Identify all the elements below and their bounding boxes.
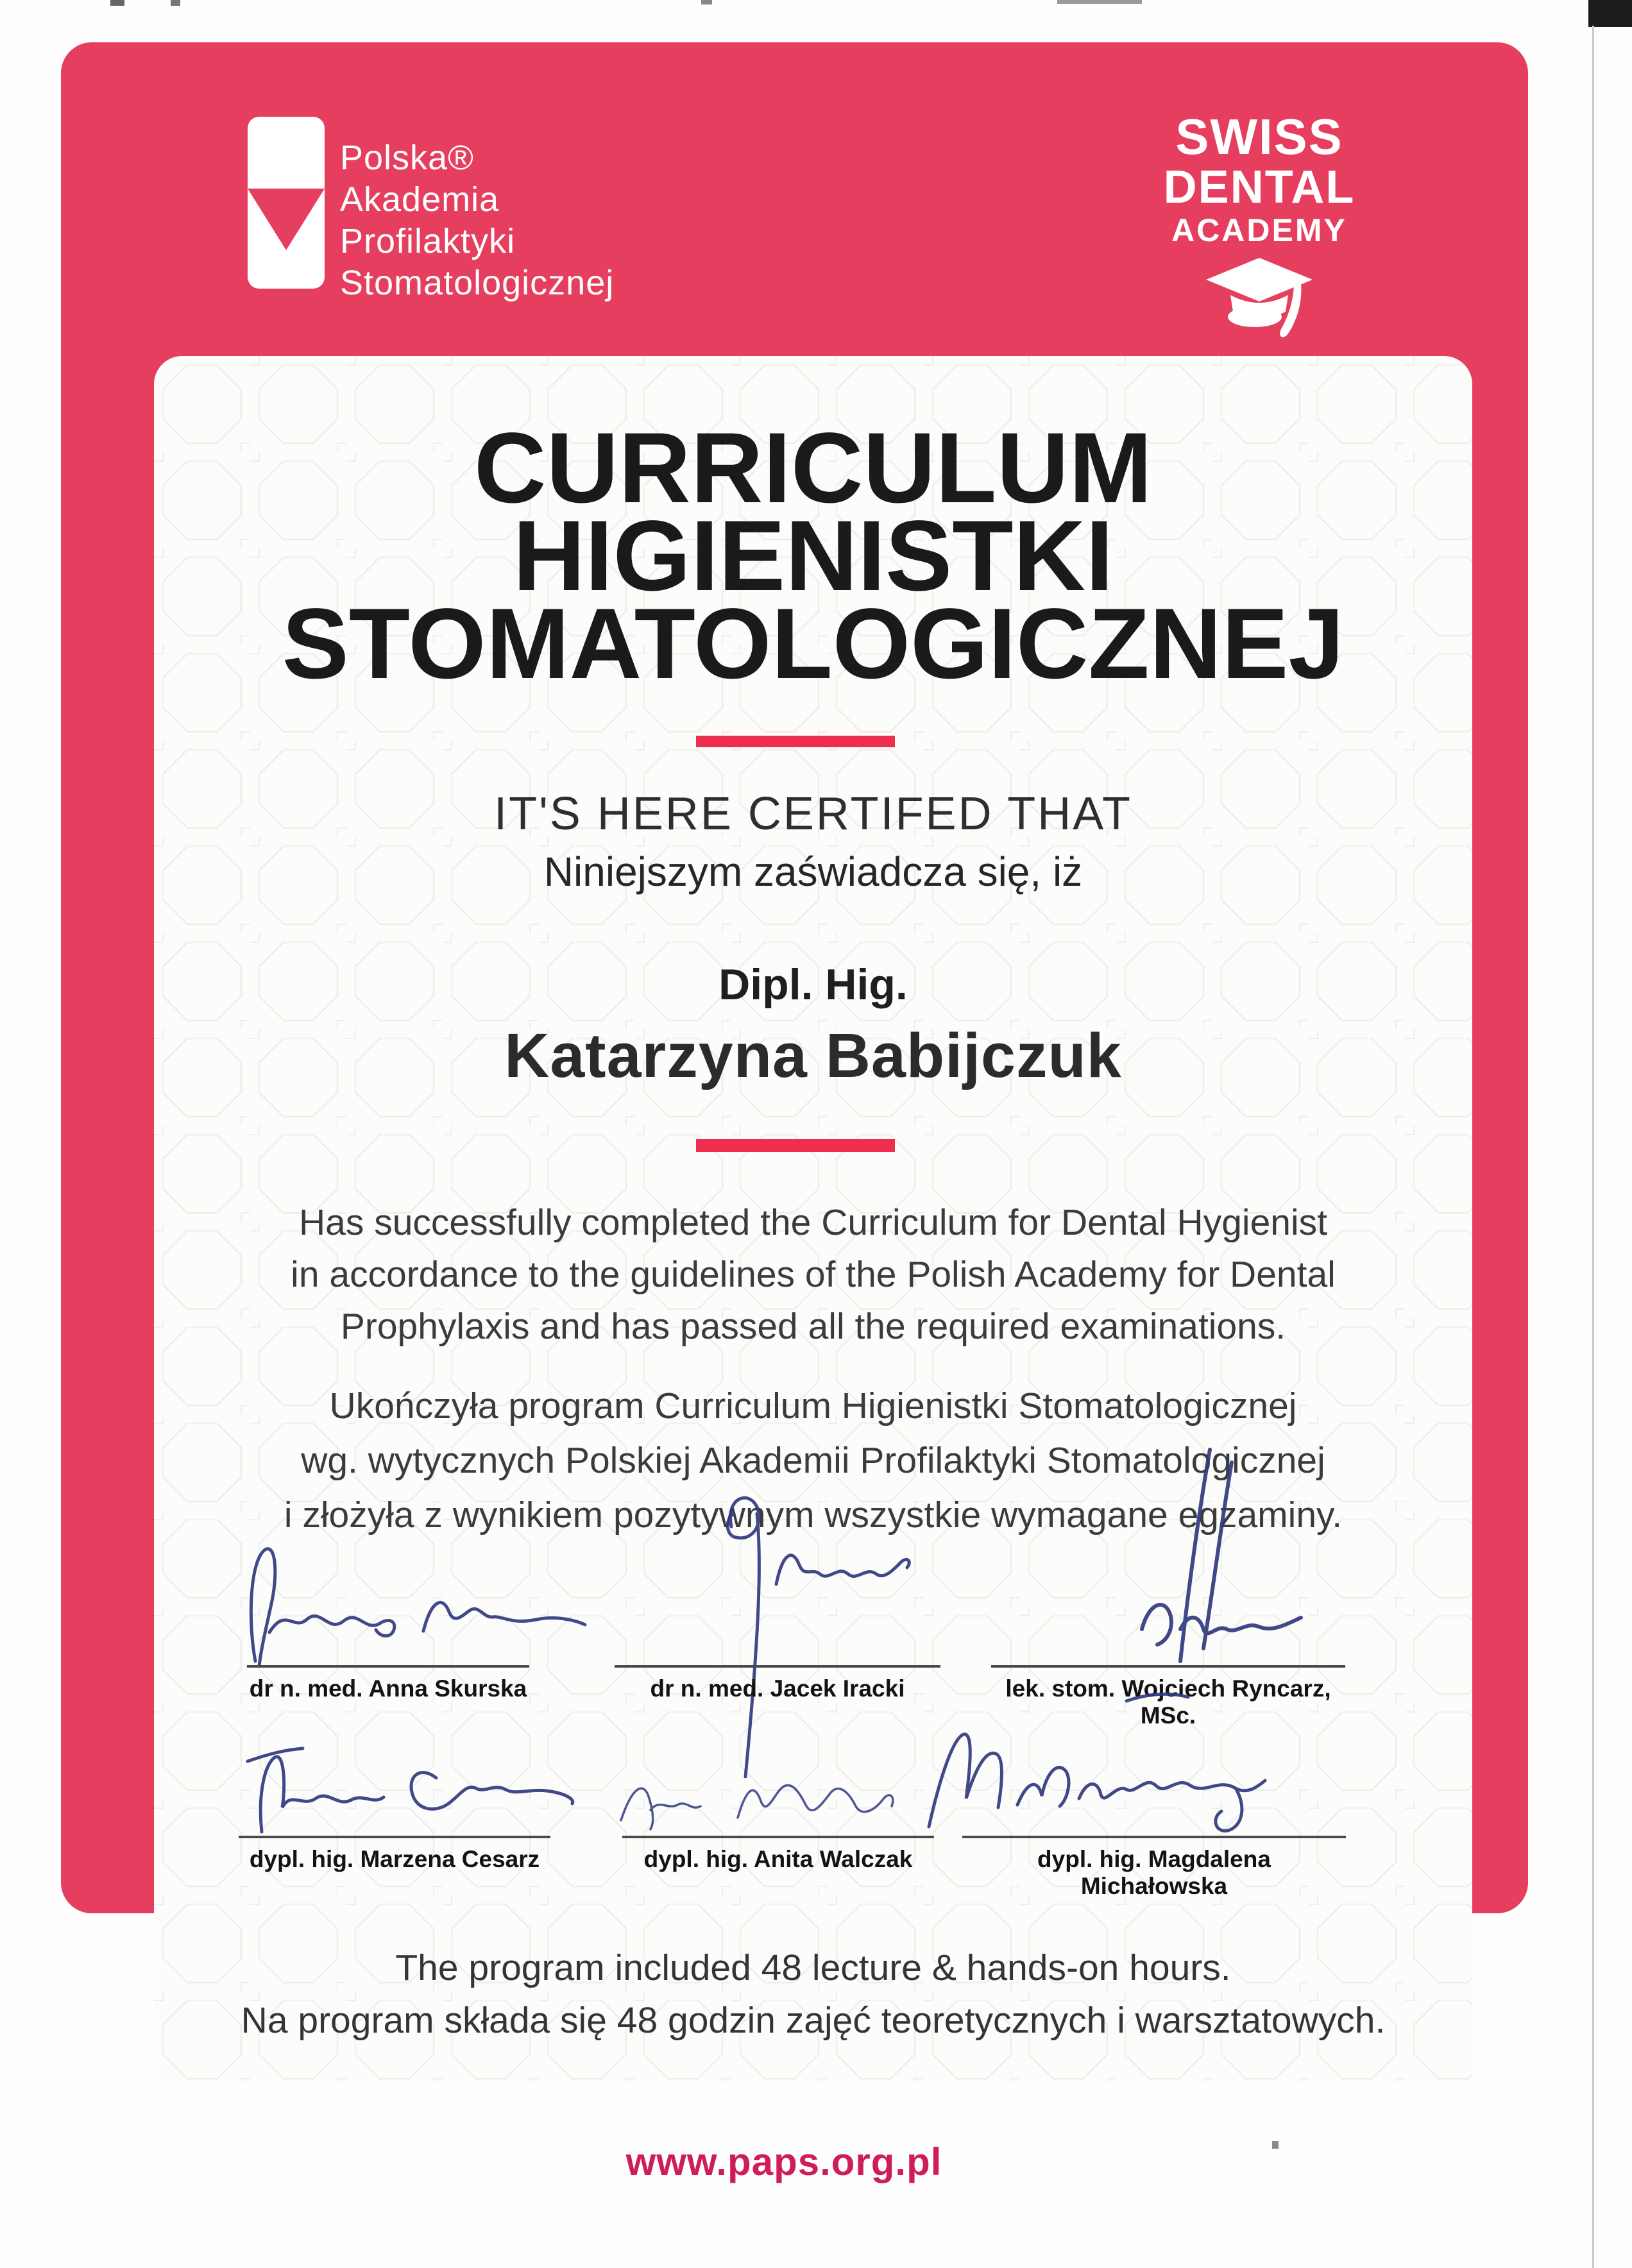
- sda-logo-academy: ACADEMY: [1171, 212, 1347, 248]
- scan-artifact-speck: [171, 0, 180, 6]
- signature-wojciech-ryncarz: [988, 1437, 1347, 1674]
- footer-program-pl: Na program składa się 48 godzin zajęć teoretycznych i warsztatowych.: [241, 2000, 1386, 2041]
- body-pl-line: i złożyła z wynikiem pozytywnym wszystkie wymagane egzaminy.: [284, 1494, 1343, 1536]
- scan-artifact-dash: [1057, 0, 1142, 4]
- signature-line: [247, 1665, 529, 1668]
- title-line-1: CURRICULUM: [473, 412, 1153, 524]
- title-line-2: HIGIENISTKI: [513, 500, 1114, 612]
- body-paragraph-en: [154, 1197, 1472, 1353]
- paper-edge-line: [1592, 26, 1594, 2268]
- scan-artifact-speck: [110, 0, 124, 6]
- body-en-line: in accordance to the guidelines of the Polish Academy for Dental: [291, 1254, 1336, 1295]
- paps-logo-mark: [248, 117, 325, 289]
- certified-line-pl: Niniejszym zaświadcza się, iż: [543, 849, 1083, 895]
- body-pl-line: Ukończyła program Curriculum Higienistki Stomatologicznej: [329, 1385, 1297, 1426]
- signature-caption: dypl. hig. Anita Walczak: [643, 1846, 913, 1872]
- body-en-line: Prophylaxis and has passed all the required examinations.: [340, 1306, 1286, 1347]
- recipient-name: Katarzyna Babijczuk: [504, 1020, 1122, 1090]
- signature-line: [962, 1836, 1346, 1838]
- signature-caption: lek. stom. Wojciech Ryncarz, MSc.: [1005, 1675, 1331, 1729]
- sda-logo-swiss: SWISS: [1175, 108, 1343, 165]
- signature-anita-walczak: [590, 1724, 949, 1840]
- paps-logo-line: Stomatologicznej: [340, 264, 615, 302]
- signature-caption: dr n. med. Jacek Iracki: [650, 1675, 905, 1702]
- title-line-3: STOMATOLOGICZNEJ: [282, 588, 1345, 700]
- v-checkmark-icon: [248, 117, 325, 289]
- divider-middle: [696, 1139, 895, 1152]
- sda-logo: [1118, 110, 1400, 341]
- recipient-title: Dipl. Hig.: [718, 960, 908, 1009]
- paps-logo-text: [340, 137, 614, 304]
- sda-logo-dental: DENTAL: [1163, 162, 1356, 213]
- signature-marzena-cesarz: [225, 1711, 584, 1840]
- footer-program-en: The program included 48 lecture & hands-on hours.: [395, 1947, 1231, 1988]
- paps-logo-line: Profilaktyki: [340, 222, 516, 260]
- scan-artifact-corner-bar: [1588, 0, 1632, 27]
- paps-logo-line: Akademia: [340, 180, 500, 219]
- graduation-cap-icon: [1205, 258, 1314, 341]
- signature-line: [615, 1665, 940, 1668]
- body-pl-line: wg. wytycznych Polskiej Akademii Profilaktyki Stomatologicznej: [301, 1440, 1325, 1481]
- certified-line-en: IT'S HERE CERTIFED THAT: [494, 788, 1132, 840]
- body-en-line: Has successfully completed the Curriculum for Dental Hygienist: [299, 1202, 1327, 1243]
- certificate-title: [154, 412, 1472, 700]
- signature-caption: dypl. hig. Magdalena Michałowska: [1037, 1846, 1271, 1899]
- scan-artifact-speck: [701, 0, 712, 4]
- signature-line: [991, 1665, 1345, 1668]
- signature-caption: dr n. med. Anna Skurska: [249, 1675, 527, 1702]
- paps-logo-line: Polska®: [340, 139, 474, 177]
- signature-caption: dypl. hig. Marzena Cesarz: [249, 1846, 540, 1872]
- website-url: www.paps.org.pl: [625, 2140, 942, 2183]
- signature-anna-skurska: [231, 1523, 590, 1674]
- signature-line: [239, 1836, 550, 1838]
- divider-top: [696, 736, 895, 747]
- signature-magdalena-michalowska: [898, 1673, 1360, 1846]
- signature-line: [622, 1836, 934, 1838]
